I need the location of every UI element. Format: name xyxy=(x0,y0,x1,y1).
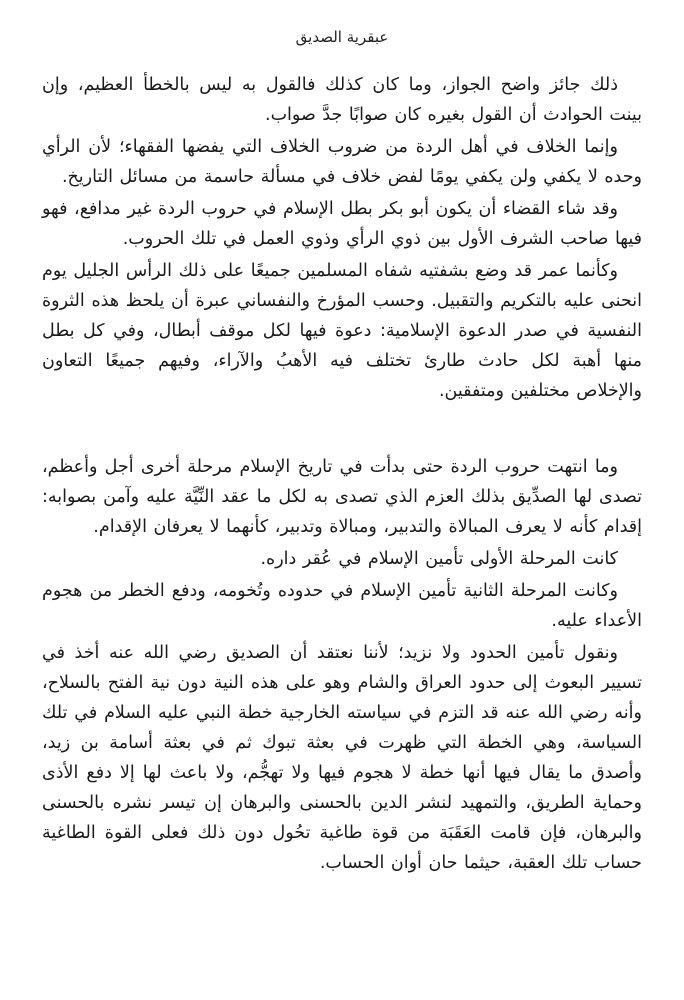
paragraph: ونقول تأمين الحدود ولا نزيد؛ لأننا نعتقد أن الصديق رضي الله عنه أخذ في تسيير البعوث إلى حدود العراق والشام وهو على هذه النية دون نية الفتح بالسلاح، وأنه رضي الله عنه قد التزم في سياسته الخارجية خطة النبي عليه السلام في تلك السياسة، وهي الخطة التي ظهرت في بعثة تبوك ثم في بعثة أسامة بن زيد، وأصدق ما يقال فيها أنها خطة لا هجوم فيها ولا تهجُّم، ولا باعث لها إلا دفع الأذى وحماية الطريق، والتمهيد لنشر الدين بالحسنى والبرهان إن تيسر نشره بالحسنى والبرهان، فإن قامت العَقَبَة من قوة طاغية تحُول دون ذلك فعلى القوة الطاغية حساب تلك العقبة، حيثما حان أوان الحساب. xyxy=(42,643,642,873)
paragraph: ذلك جائز واضح الجواز، وما كان كذلك فالقول به ليس بالخطأ العظيم، وإن بينت الحوادث أن القول بغيره كان صوابًا جدَّ صواب. xyxy=(42,75,642,125)
running-header: عبقرية الصديق xyxy=(295,28,389,46)
page-content xyxy=(42,70,642,878)
paragraph: وقد شاء القضاء أن يكون أبو بكر بطل الإسلام في حروب الردة غير مدافع، فهو فيها صاحب الشرف الأول بين ذوي الرأي وذوي العمل في تلك الحروب. xyxy=(42,199,642,249)
paragraph: كانت المرحلة الأولى تأمين الإسلام في عُقر داره. xyxy=(260,549,618,569)
paragraph: وإنما الخلاف في أهل الردة من ضروب الخلاف التي يفضها الفقهاء؛ لأن الرأي وحده لا يكفي ولن يكفي يومًا لفض خلاف في مسألة حاسمة من مسائل التاريخ. xyxy=(42,137,642,187)
section-gap xyxy=(42,408,642,452)
paragraph: وكأنما عمر قد وضع بشفتيه شفاه المسلمين جميعًا على ذلك الرأس الجليل يوم انحنى عليه بالتكريم والتقبيل. وحسب المؤرخ والنفساني عبرة أن يلحظ هذه الثروة النفسية في صدر الدعوة الإسلامية: دعوة فيها لكل موقف أبطال، وفي كل بطل منها أهبة لكل حادث طارئ تختلف فيه الأهبُ والآراء، وفيهم جميعًا التعاون والإخلاص مختلفين ومتفقين. xyxy=(42,261,642,401)
paragraph: وكانت المرحلة الثانية تأمين الإسلام في حدوده وتُخومه، ودفع الخطر من هجوم الأعداء عليه. xyxy=(42,581,642,631)
paragraph: وما انتهت حروب الردة حتى بدأت في تاريخ الإسلام مرحلة أخرى أجل وأعظم، تصدى لها الصدِّيق بذلك العزم الذي تصدى به لكل ما عقد النِّيَّة عليه وآمن بصوابه: إقدام كأنه لا يعرف المبالاة والتدبير، ومبالاة وتدبير، كأنهما لا يعرفان الإقدام. xyxy=(42,457,642,537)
